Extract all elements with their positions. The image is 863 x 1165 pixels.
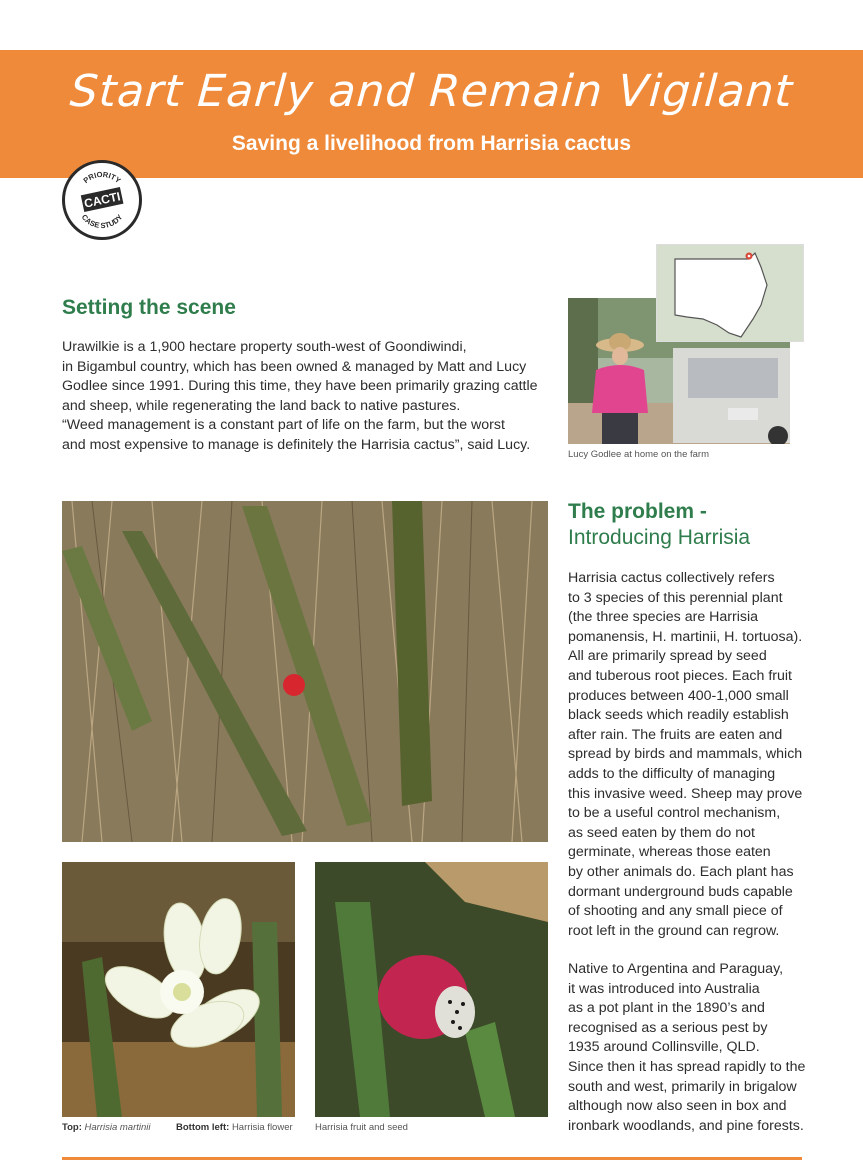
problem-line: south and west, primarily in brigalow [568,1078,797,1095]
problem-line: Harrisia cactus collectively refers [568,570,775,586]
problem-line: spread by birds and mammals, which [568,746,803,763]
harrisia-flower-photo [62,862,295,1117]
scene-line: “Weed management is a constant part of life on the farm, but the worst [62,417,505,434]
problem-line: this invasive weed. Sheep may prove [568,785,803,802]
scene-heading: Setting the scene [62,296,236,319]
problem-line: dormant underground buds capable [568,883,793,900]
top-photo-caption [62,1122,151,1133]
bottom-left-caption [176,1122,293,1133]
footer-divider [62,1157,802,1160]
problem-line: root left in the ground can regrow. [568,922,780,939]
problem-line: after rain. The fruits are eaten and [568,726,783,743]
priority-cacti-badge [62,160,142,240]
problem-line: of shooting and any small piece of [568,903,783,920]
badge-bottom-text: CASE STUDY [79,212,125,231]
problem-line: although now also seen in box and [568,1098,787,1115]
problem-paragraph-1 [568,569,808,941]
fruit-photo-caption: Harrisia fruit and seed [315,1122,408,1133]
problem-line: pomanensis, H. martinii, H. tortuosa). [568,628,803,645]
badge-top-text: PRIORITY [81,169,123,186]
badge-graphic [65,163,139,237]
problem-line: recognised as a serious pest by [568,1019,768,1036]
scene-paragraph [62,338,557,456]
problem-line: germinate, whereas those eaten [568,844,771,861]
harrisia-martinii-photo [62,501,548,842]
problem-line: and tuberous root pieces. Each fruit [568,667,792,684]
scene-line: in Bigambul country, which has been owned & managed by Matt and Lucy [62,358,527,375]
problem-line: Since then it has spread rapidly to the [568,1058,806,1075]
problem-line: produces between 400-1,000 small [568,687,789,704]
title-banner [0,50,863,178]
problem-line: 1935 around Collinsville, QLD. [568,1039,760,1056]
scene-line: and most expensive to manage is definitely the Harrisia cactus”, said Lucy. [62,436,531,453]
harrisia-fruit-photo [315,862,548,1117]
caption-label: Bottom left: [176,1122,230,1133]
scene-line: and sheep, while regenerating the land back to native pastures. [62,397,461,414]
problem-line: to 3 species of this perennial plant [568,589,783,606]
problem-line: it was introduced into Australia [568,980,760,997]
problem-line: adds to the difficulty of managing [568,765,776,782]
lucy-photo-caption: Lucy Godlee at home on the farm [568,449,709,460]
badge-center-text: CACTI [82,189,122,211]
problem-line: to be a useful control mechanism, [568,805,781,822]
problem-paragraph-2 [568,960,808,1136]
problem-line: by other animals do. Each plant has [568,863,794,880]
page-title: Start Early and Remain Vigilant [68,66,795,117]
scene-line: Urawilkie is a 1,900 hectare property south-west of Goondiwindi, [62,339,467,355]
problem-heading: The problem - [568,500,707,523]
scene-line: Godlee since 1991. During this time, they have been primarily grazing cattle [62,378,538,395]
caption-label: Top: [62,1122,82,1133]
caption-text: Harrisia martinii [84,1122,151,1133]
problem-line: as seed eaten by them do not [568,824,755,841]
caption-text: Harrisia flower [231,1122,293,1133]
problem-line: ironbark woodlands, and pine forests. [568,1117,804,1134]
problem-subheading: Introducing Harrisia [568,526,751,549]
location-map [656,244,804,342]
problem-line: Native to Argentina and Paraguay, [568,961,784,977]
problem-line: black seeds which readily establish [568,707,789,724]
page-subtitle: Saving a livelihood from Harrisia cactus [231,132,632,155]
problem-line: (the three species are Harrisia [568,609,759,626]
problem-line: All are primarily spread by seed [568,648,767,665]
problem-line: as a pot plant in the 1890’s and [568,1000,765,1017]
